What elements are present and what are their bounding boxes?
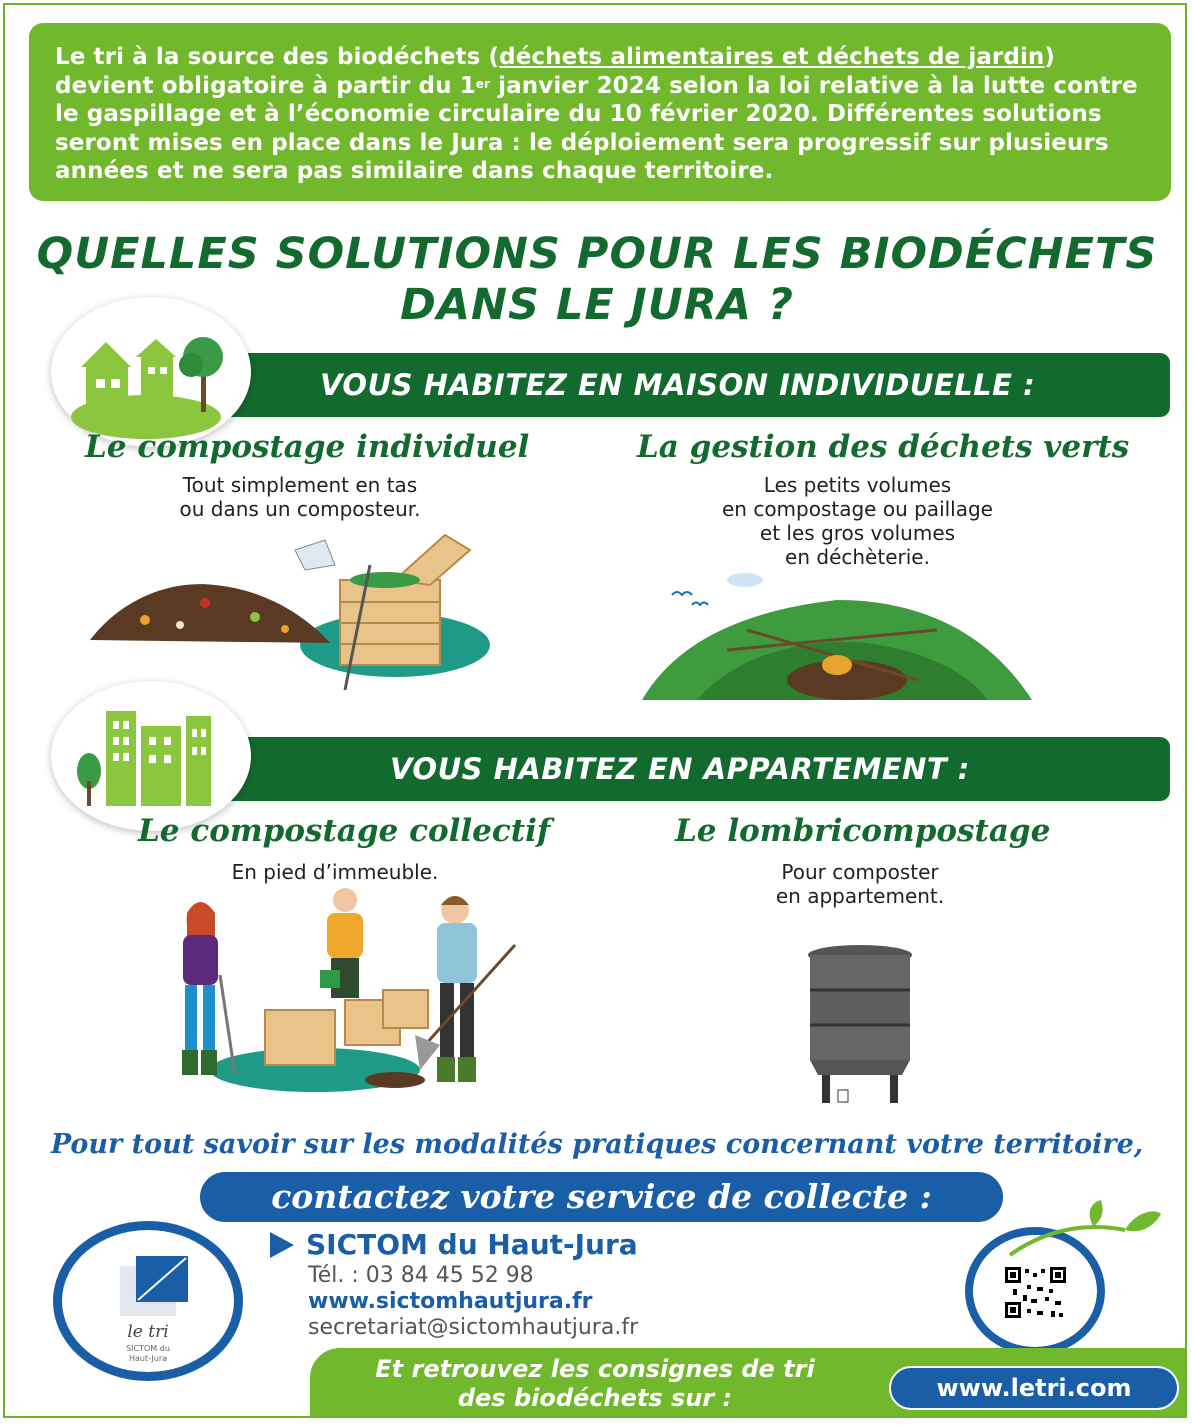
green-waste-desc: Les petits volumes en compostage ou paillage et les gros volumes en déchèterie. xyxy=(721,473,993,569)
le-tri-logo-icon xyxy=(114,1252,194,1320)
apartment-band: VOUS HABITEZ EN APPARTEMENT : xyxy=(205,737,1170,801)
intro-sup: er xyxy=(475,76,491,91)
individual-composting-desc: Tout simplement en tas ou dans un composteur. xyxy=(179,473,421,521)
intro-box xyxy=(29,23,1171,201)
letri-website-link[interactable]: www.letri.com xyxy=(889,1366,1179,1410)
house-band: VOUS HABITEZ EN MAISON INDIVIDUELLE : xyxy=(205,353,1170,417)
qr-code-icon[interactable] xyxy=(1003,1265,1068,1320)
green-waste-title: La gestion des déchets verts xyxy=(637,429,1130,465)
apartment-circle xyxy=(51,681,251,831)
contact-website-link[interactable]: www.sictomhautjura.fr xyxy=(308,1289,593,1314)
intro-text-2: ) devient obligatoire à partir du 1 xyxy=(55,44,1056,99)
logo-sub-2: Haut-Jura xyxy=(128,1354,168,1363)
leaves-icon xyxy=(1005,1200,1165,1260)
intro-underlined: déchets alimentaires et déchets de jardin xyxy=(499,44,1045,70)
footer-text: Et retrouvez les consignes de tri des biodéchets sur : xyxy=(375,1355,815,1412)
worm-composter-illustration xyxy=(800,940,920,1110)
vermicomposting-title: Le lombricompostage xyxy=(675,813,1051,849)
main-title-line-1: QUELLES SOLUTIONS POUR LES BIODÉCHETS xyxy=(36,229,1158,279)
buildings-icon xyxy=(51,681,251,831)
intro-text-3: janvier 2024 selon la loi relative à la lutte contre le gaspillage et à l’économie circulaire du 10 février 2020. Différentes solutions seront mises en place dans le Jura : le déploiement sera progressif sur plusieurs années et ne sera pas similaire dans chaque territoire. xyxy=(55,72,1138,184)
individual-composting-title: Le compostage individuel xyxy=(85,429,530,465)
contact-pill: contactez votre service de collecte : xyxy=(200,1172,1003,1222)
collective-composting-desc: En pied d’immeuble. xyxy=(231,860,439,884)
compost-heap-illustration xyxy=(85,525,505,695)
cta-line: Pour tout savoir sur les modalités pratiques concernant votre territoire, xyxy=(50,1129,1144,1160)
contact-phone: Tél. : 03 84 45 52 98 xyxy=(308,1263,534,1288)
vermicomposting-desc: Pour composter en appartement. xyxy=(775,860,945,908)
logo-name: le tri xyxy=(127,1322,169,1342)
logo-sub-1: SICTOM du xyxy=(126,1344,170,1353)
collective-composting-title: Le compostage collectif xyxy=(138,813,551,849)
intro-text-1: Le tri à la source des biodéchets ( xyxy=(55,44,500,70)
green-waste-illustration xyxy=(637,570,1037,705)
house-circle xyxy=(51,297,251,447)
contact-org: SICTOM du Haut-Jura xyxy=(306,1228,638,1261)
triangle-arrow-icon xyxy=(270,1232,294,1258)
contact-org-line xyxy=(270,1227,638,1263)
collective-composting-illustration xyxy=(155,885,525,1095)
main-title-line-2: DANS LE JURA ? xyxy=(400,280,794,330)
poster xyxy=(3,3,1187,1418)
contact-block xyxy=(270,1227,638,1341)
sictom-logo xyxy=(53,1221,243,1381)
contact-email-link[interactable]: secretariat@sictomhautjura.fr xyxy=(308,1315,639,1340)
houses-icon xyxy=(51,297,251,447)
